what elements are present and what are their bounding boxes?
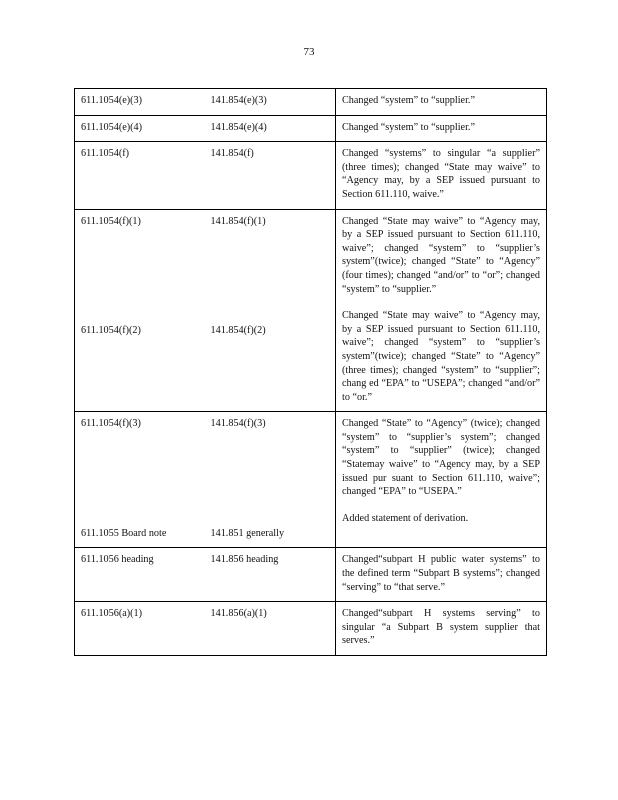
new-section: 141.856 heading — [210, 554, 279, 566]
old-section: 611.1055 Board note — [81, 527, 167, 539]
old-section: 611.1056 heading — [81, 554, 154, 566]
change-cell — [336, 602, 547, 656]
page-number: 73 — [303, 46, 315, 58]
old-section-cell — [75, 209, 205, 412]
change-cell — [336, 89, 547, 116]
change-description: Changed “systems” to singular “a supplier” (three times); changed “State may waive” to “Agency may, by a SEP issued pursuant to Section 611.110, waive.” — [342, 148, 540, 200]
old-section-cell — [75, 412, 205, 548]
old-section: 611.1054(e)(3) — [81, 95, 143, 106]
old-section: 611.1056(a)(1) — [81, 608, 143, 620]
new-section: 141.854(e)(3) — [210, 95, 267, 106]
change-cell — [336, 412, 547, 548]
new-section: 141.856(a)(1) — [210, 608, 267, 620]
new-section: 141.854(e)(4) — [210, 121, 267, 133]
change-description: Changed “State may waive” to “Agency may, by a SEP issued pursuant to Section 611.110, waive”; changed “system” to “supplier’s system”(twice); changed “State” to “Agency” (three times); changed “system” to “supplier”; chang ed “EPA” to “USEPA”; changed “and/or” to “or.” — [342, 310, 540, 403]
change-description: Changed “system” to “supplier.” — [342, 95, 475, 106]
table-row — [75, 115, 547, 142]
change-description: Added statement of derivation. — [342, 512, 469, 524]
old-section: 611.1054(e)(4) — [81, 121, 143, 133]
change-cell — [336, 142, 547, 209]
new-section: 141.854(f)(3) — [210, 418, 266, 430]
new-section: 141.854(f)(2) — [210, 325, 266, 337]
change-cell — [336, 548, 547, 602]
new-section-cell — [205, 548, 336, 602]
new-section-cell — [205, 602, 336, 656]
old-section: 611.1054(f)(1) — [81, 215, 141, 227]
new-section: 141.854(f)(1) — [210, 215, 266, 227]
new-section-cell — [205, 89, 336, 116]
table-row — [75, 89, 547, 116]
new-section-cell — [205, 115, 336, 142]
new-section: 141.854(f) — [210, 148, 254, 160]
old-section-cell — [75, 548, 205, 602]
change-description: Changed “State may waive” to “Agency may, by a SEP issued pursuant to Section 611.110, waive”; changed “system” to “supplier’s system”(twice); changed “State” to “Agency” (four times); changed “and/or” to “or”; changed “system” to “supplier.” — [342, 215, 540, 295]
new-section-cell — [205, 209, 336, 412]
change-cell — [336, 209, 547, 412]
old-section-cell — [75, 142, 205, 209]
new-section-cell — [205, 412, 336, 548]
change-description: Changed“subpart H public water systems” to the defined term “Subpart B systems”; changed “serving” to “that serve.” — [342, 554, 540, 593]
old-section: 611.1054(f)(2) — [81, 325, 141, 337]
change-description: Changed“subpart H systems serving” to singular “a Subpart B system supplier that serves.” — [342, 608, 540, 647]
table-row — [75, 209, 547, 412]
old-section-cell — [75, 89, 205, 116]
old-section: 611.1054(f)(3) — [81, 418, 141, 430]
old-section-cell — [75, 602, 205, 656]
table-row — [75, 142, 547, 209]
table-row — [75, 548, 547, 602]
new-section: 141.851 generally — [210, 527, 285, 539]
change-description: Changed “system” to “supplier.” — [342, 121, 475, 133]
table-row — [75, 412, 547, 548]
old-section: 611.1054(f) — [81, 148, 130, 160]
change-cell — [336, 115, 547, 142]
new-section-cell — [205, 142, 336, 209]
change-description: Changed “State” to “Agency” (twice); changed “system” to “supplier’s system”; changed “system” to “supplier” (twice); changed “Statemay waive” to “Agency may, by a SEP issued pur suant to Section 611.110, waive”; changed “EPA” to “USEPA.” — [342, 418, 540, 498]
derivation-table — [74, 88, 547, 656]
table-row — [75, 602, 547, 656]
old-section-cell — [75, 115, 205, 142]
